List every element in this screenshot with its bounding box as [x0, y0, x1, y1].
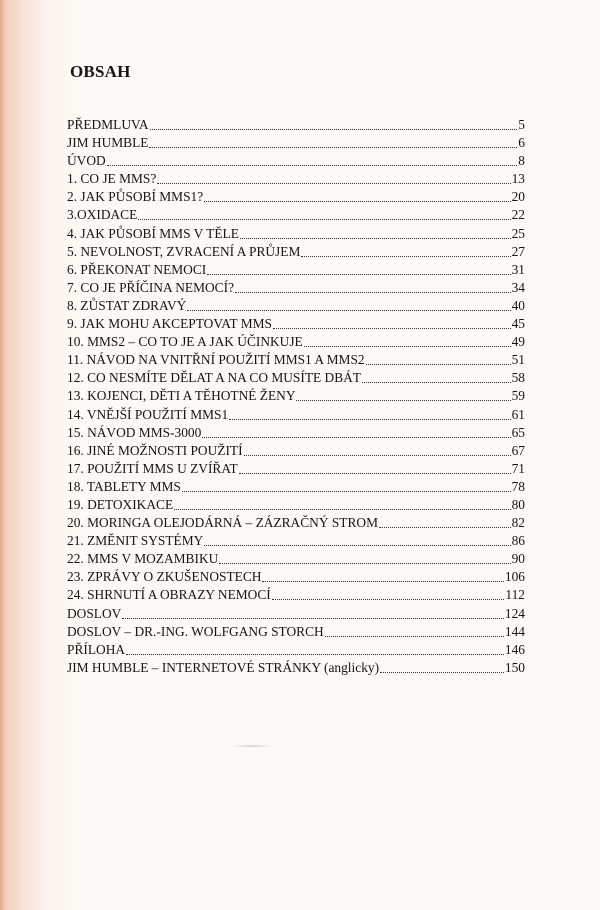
- toc-entry-page-number: 146: [504, 641, 525, 657]
- toc-entry: [67, 315, 525, 333]
- toc-entry-label: 13. KOJENCI, DĚTI A TĚHOTNÉ ŽENY: [67, 388, 296, 404]
- toc-entry: [67, 297, 525, 315]
- toc-entry-label: 24. SHRNUTÍ A OBRAZY NEMOCÍ: [67, 587, 271, 603]
- toc-entry-page-number: 5: [518, 117, 525, 132]
- dot-leader: [204, 189, 510, 202]
- toc-entry-page-number: 124: [504, 605, 525, 621]
- table-of-contents: [67, 116, 525, 677]
- toc-entry-page-number: 106: [504, 569, 525, 585]
- dot-leader: [262, 569, 503, 582]
- toc-entry-label: 10. MMS2 – CO TO JE A JAK ÚČINKUJE: [67, 334, 303, 350]
- toc-entry-page-number: 78: [511, 478, 525, 494]
- toc-entry: [67, 225, 525, 243]
- toc-entry-page-number: 86: [511, 533, 525, 549]
- toc-entry: [67, 641, 525, 659]
- toc-entry-page-number: 144: [504, 623, 525, 639]
- toc-entry-page-number: 51: [511, 352, 525, 368]
- contents-heading: OBSAH: [70, 62, 131, 81]
- dot-leader: [379, 515, 511, 528]
- toc-entry: [67, 116, 525, 134]
- dot-leader: [122, 606, 504, 619]
- toc-entry-page-number: 49: [511, 334, 525, 350]
- toc-entry: [67, 514, 525, 532]
- print-smudge: [232, 745, 272, 747]
- toc-entry-label: 20. MORINGA OLEJODÁRNÁ – ZÁZRAČNÝ STROM: [67, 515, 378, 531]
- toc-entry-label: 11. NÁVOD NA VNITŘNÍ POUŽITÍ MMS1 A MMS2: [67, 352, 365, 368]
- toc-entry-label: JIM HUMBLE – INTERNETOVÉ STRÁNKY (anglicky): [67, 659, 380, 675]
- toc-entry-page-number: 34: [511, 279, 525, 295]
- dot-leader: [107, 153, 518, 166]
- dot-leader: [157, 171, 510, 184]
- dot-leader: [272, 587, 505, 600]
- dot-leader: [207, 262, 510, 275]
- toc-entry-page-number: 71: [511, 460, 525, 476]
- toc-entry-label: 22. MMS V MOZAMBIKU: [67, 551, 219, 567]
- dot-leader: [219, 551, 510, 564]
- toc-entry: [67, 424, 525, 442]
- dot-leader: [174, 497, 510, 510]
- toc-entry: [67, 279, 525, 297]
- toc-entry-label: 8. ZŮSTAT ZDRAVÝ: [67, 297, 187, 313]
- dot-leader: [229, 407, 510, 420]
- toc-entry-page-number: 61: [511, 406, 525, 422]
- toc-entry-page-number: 22: [511, 207, 525, 223]
- dot-leader: [244, 443, 511, 456]
- toc-entry: [67, 442, 525, 460]
- toc-entry-page-number: 90: [511, 551, 525, 567]
- dot-leader: [187, 298, 510, 311]
- toc-entry-page-number: 40: [511, 297, 525, 313]
- toc-entry-page-number: 27: [511, 243, 525, 259]
- toc-entry: [67, 170, 525, 188]
- toc-entry-label: PŘEDMLUVA: [67, 117, 149, 132]
- toc-entry-label: 14. VNĚJŠÍ POUŽITÍ MMS1: [67, 406, 229, 422]
- toc-entry: [67, 460, 525, 478]
- toc-entry-label: 16. JINÉ MOŽNOSTI POUŽITÍ: [67, 442, 243, 458]
- toc-entry-page-number: 13: [511, 171, 525, 187]
- dot-leader: [380, 660, 504, 673]
- toc-entry-page-number: 20: [511, 189, 525, 205]
- toc-entry-page-number: 8: [518, 153, 525, 169]
- toc-entry-label: 1. CO JE MMS?: [67, 171, 157, 187]
- toc-entry: [67, 188, 525, 206]
- toc-entry: [67, 243, 525, 261]
- toc-entry: [67, 261, 525, 279]
- toc-entry-page-number: 45: [511, 316, 525, 332]
- toc-entry-page-number: 65: [511, 424, 525, 440]
- toc-entry-label: 21. ZMĚNIT SYSTÉMY: [67, 533, 204, 549]
- toc-entry-label: 6. PŘEKONAT NEMOCI: [67, 261, 207, 277]
- dot-leader: [325, 624, 504, 637]
- toc-entry: [67, 478, 525, 496]
- dot-leader: [204, 533, 510, 546]
- toc-entry-label: 18. TABLETY MMS: [67, 478, 181, 494]
- toc-entry: [67, 134, 525, 152]
- toc-entry: [67, 623, 525, 641]
- dot-leader: [126, 642, 504, 655]
- toc-entry: [67, 369, 525, 387]
- toc-entry-label: DOSLOV: [67, 605, 122, 621]
- dot-leader: [301, 244, 510, 257]
- toc-entry-page-number: 150: [504, 659, 525, 675]
- toc-entry-label: 2. JAK PŮSOBÍ MMS1?: [67, 189, 204, 205]
- toc-entry: [67, 586, 525, 604]
- toc-entry-page-number: 31: [511, 261, 525, 277]
- dot-leader: [202, 425, 510, 438]
- toc-entry-label: DOSLOV – DR.-ING. WOLFGANG STORCH: [67, 623, 324, 639]
- toc-entry: [67, 351, 525, 369]
- toc-entry-label: 15. NÁVOD MMS-3000: [67, 424, 202, 440]
- toc-entry-page-number: 58: [511, 370, 525, 386]
- toc-entry-label: 23. ZPRÁVY O ZKUŠENOSTECH: [67, 569, 262, 585]
- toc-entry: [67, 568, 525, 586]
- toc-entry: [67, 532, 525, 550]
- toc-entry-label: 19. DETOXIKACE: [67, 496, 174, 512]
- page-edge-shadow: [0, 0, 6, 910]
- toc-entry-label: 7. CO JE PŘÍČINA NEMOCÍ?: [67, 279, 235, 295]
- toc-entry-page-number: 6: [518, 135, 525, 151]
- toc-entry-label: JIM HUMBLE: [67, 135, 149, 151]
- toc-entry: [67, 605, 525, 623]
- dot-leader: [304, 334, 511, 347]
- toc-entry: [67, 333, 525, 351]
- toc-entry-label: 5. NEVOLNOST, ZVRACENÍ A PRŮJEM: [67, 243, 301, 259]
- toc-entry: [67, 152, 525, 170]
- toc-entry-label: PŘÍLOHA: [67, 641, 126, 657]
- toc-entry-page-number: 25: [511, 225, 525, 241]
- toc-entry-page-number: 67: [511, 442, 525, 458]
- toc-entry: [67, 659, 525, 677]
- dot-leader: [240, 226, 511, 239]
- toc-entry: [67, 387, 525, 405]
- dot-leader: [235, 280, 511, 293]
- dot-leader: [149, 135, 517, 148]
- toc-entry: [67, 406, 525, 424]
- dot-leader: [296, 388, 510, 401]
- toc-entry-label: 9. JAK MOHU AKCEPTOVAT MMS: [67, 316, 272, 332]
- toc-entry: [67, 550, 525, 568]
- dot-leader: [366, 352, 511, 365]
- toc-entry: [67, 206, 525, 224]
- dot-leader: [273, 316, 511, 329]
- dot-leader: [150, 117, 518, 130]
- toc-entry-page-number: 59: [511, 388, 525, 404]
- dot-leader: [182, 479, 511, 492]
- dot-leader: [362, 370, 511, 383]
- toc-entry-label: ÚVOD: [67, 153, 106, 169]
- toc-entry-label: 12. CO NESMÍTE DĚLAT A NA CO MUSÍTE DBÁT: [67, 370, 361, 386]
- dot-leader: [239, 461, 511, 474]
- toc-entry-label: 3.OXIDACE: [67, 207, 138, 223]
- dot-leader: [138, 207, 510, 220]
- toc-entry-label: 4. JAK PŮSOBÍ MMS V TĚLE: [67, 225, 239, 241]
- toc-entry-page-number: 82: [511, 515, 525, 531]
- toc-entry: [67, 496, 525, 514]
- toc-entry-page-number: 112: [505, 587, 525, 603]
- toc-entry-page-number: 80: [511, 496, 525, 512]
- toc-entry-label: 17. POUŽITÍ MMS U ZVÍŘAT: [67, 460, 238, 476]
